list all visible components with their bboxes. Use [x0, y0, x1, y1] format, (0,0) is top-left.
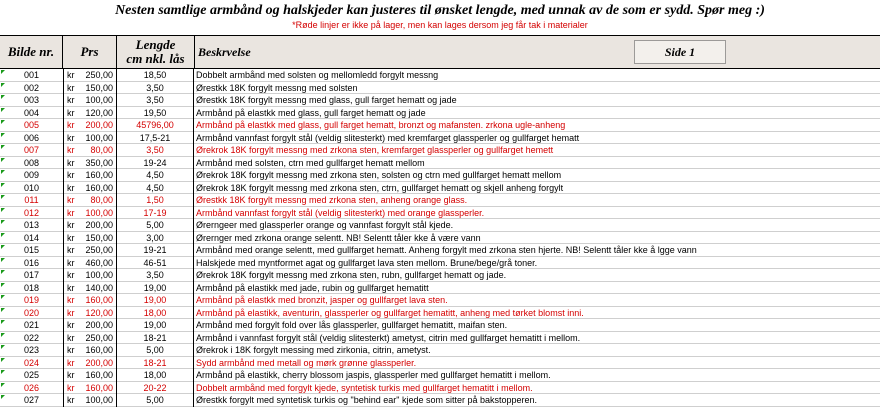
cell-bilde-nr[interactable]: 026 — [0, 382, 64, 395]
table-row[interactable] — [0, 94, 880, 107]
cell-lengde[interactable]: 46-51 — [117, 257, 194, 270]
cell-pris[interactable] — [63, 294, 117, 307]
cell-bilde-nr[interactable]: 012 — [0, 207, 64, 220]
cell-beskrivelse[interactable]: Armbånd vannfast forgylt stål (veldig slitesterkt) med kremfarget glassperler og gullfarget hematt — [196, 132, 580, 143]
currency-label: kr — [67, 82, 75, 93]
cell-beskrivelse[interactable]: Armbånd med forgylt fold over lås glassperler, gullfarget hematitt, maifan sten. — [196, 320, 508, 330]
cell-bilde-nr[interactable]: 016 — [0, 257, 64, 270]
cell-beskrivelse[interactable]: Ørestkk forgylt med syntetisk turkis og "behind ear" kjede som sitter på bakstopperen. — [196, 395, 538, 405]
cell-pris[interactable] — [63, 169, 117, 182]
cell-beskrivelse[interactable]: Armbånd på elastikk, cherry blossom jaspis, glassperler med gullfarget hematitt i mellom. — [196, 370, 551, 380]
cell-lengde[interactable]: 3,00 — [117, 232, 194, 245]
cell-pris[interactable] — [63, 369, 117, 382]
cell-bilde-nr[interactable]: 021 — [0, 319, 64, 332]
cell-beskrivelse[interactable]: Armbånd i vannfast forgylt stål (veldig slitesterkt) ametyst, citrin med gullfarget hematitt i mellom. — [196, 332, 581, 343]
cell-beskrivelse[interactable]: Armbånd med solsten, ctrn med gullfarget hematt mellom — [196, 157, 425, 168]
cell-lengde[interactable]: 20-22 — [117, 382, 194, 395]
table-row[interactable] — [0, 382, 880, 395]
table-row[interactable] — [0, 207, 880, 220]
cell-lengde[interactable]: 3,50 — [117, 94, 194, 107]
banner-note: *Røde linjer er ikke på lager, men kan lages dersom jeg får tak i materialer — [292, 20, 588, 30]
header-lengde-line2: cm nkl. lås — [126, 51, 185, 66]
currency-label: kr — [67, 320, 75, 330]
price-value: 120,00 — [85, 107, 113, 118]
table-row[interactable] — [0, 194, 880, 207]
cell-pris[interactable] — [63, 157, 117, 170]
cell-lengde[interactable]: 4,50 — [117, 182, 194, 195]
table-row[interactable] — [0, 232, 880, 245]
cell-pris[interactable] — [63, 82, 117, 95]
cell-bilde-nr[interactable]: 003 — [0, 94, 64, 107]
price-value: 160,00 — [85, 182, 113, 193]
price-value: 160,00 — [85, 170, 113, 180]
cell-beskrivelse[interactable]: Ørekrok 18K forgylt messng med zrkona sten, solsten og ctrn med gullfarget hematt mellom — [196, 170, 562, 180]
table-row[interactable] — [0, 119, 880, 132]
cell-beskrivelse[interactable]: Ørekrok 18K forgylt messng med zrkona sten, ctrn, gullfarget hematt og skjell anheng forgylt — [196, 182, 564, 193]
cell-bilde-nr[interactable]: 018 — [0, 282, 64, 295]
cell-beskrivelse[interactable]: Sydd armbånd med metall og mørk grønne glassperler. — [196, 357, 417, 368]
cell-pris[interactable] — [63, 269, 117, 282]
price-value: 150,00 — [85, 82, 113, 93]
cell-lengde[interactable]: 18,50 — [117, 69, 194, 82]
currency-label: kr — [67, 357, 75, 368]
price-value: 120,00 — [85, 307, 113, 318]
currency-label: kr — [67, 145, 75, 155]
cell-pris[interactable] — [63, 382, 117, 395]
table-row[interactable] — [0, 294, 880, 307]
cell-pris[interactable] — [63, 132, 117, 145]
table-row[interactable] — [0, 332, 880, 345]
cell-beskrivelse[interactable]: Ørestkk 18K forgylt messng med glass, gull farget hematt og jade — [196, 95, 457, 105]
cell-bilde-nr[interactable]: 008 — [0, 157, 64, 170]
cell-bilde-nr[interactable]: 004 — [0, 107, 64, 120]
cell-lengde[interactable]: 5,00 — [117, 344, 194, 357]
currency-label: kr — [67, 107, 75, 118]
cell-beskrivelse[interactable]: Armbånd med orange selentt, med gullfarget hematt. Anheng forgylt med zrkona sten hjerte. NB! Selentt tåler kke å lgge vann — [196, 245, 697, 255]
price-value: 160,00 — [85, 382, 113, 393]
price-value: 250,00 — [85, 245, 113, 255]
currency-label: kr — [67, 182, 75, 193]
cell-beskrivelse[interactable]: Ørestkk 18K forgylt messng med zrkona sten, anheng orange glass. — [196, 195, 468, 205]
cell-pris[interactable] — [63, 207, 117, 220]
cell-lengde[interactable]: 18-21 — [117, 357, 194, 370]
currency-label: kr — [67, 332, 75, 343]
cell-lengde[interactable]: 5,00 — [117, 219, 194, 232]
price-value: 80,00 — [90, 195, 113, 205]
price-value: 150,00 — [85, 232, 113, 243]
price-value: 350,00 — [85, 157, 113, 168]
cell-pris[interactable] — [63, 107, 117, 120]
currency-label: kr — [67, 157, 75, 168]
cell-bilde-nr[interactable]: 025 — [0, 369, 64, 382]
price-value: 250,00 — [85, 70, 113, 80]
info-banner — [0, 0, 880, 36]
cell-lengde[interactable]: 45796,00 — [117, 119, 194, 132]
cell-beskrivelse[interactable]: Dobbelt armbånd med solsten og mellomledd forgylt messng — [196, 70, 439, 80]
cell-lengde[interactable]: 19,00 — [117, 319, 194, 332]
cell-lengde[interactable]: 1,50 — [117, 194, 194, 207]
currency-label: kr — [67, 95, 75, 105]
currency-label: kr — [67, 170, 75, 180]
cell-pris[interactable] — [63, 282, 117, 295]
cell-lengde[interactable]: 19,00 — [117, 282, 194, 295]
side-1-button[interactable]: Side 1 — [634, 40, 726, 64]
cell-pris[interactable] — [63, 219, 117, 232]
header-beskrivelse[interactable]: Beskrvelse — [198, 45, 251, 59]
cell-beskrivelse[interactable]: Ørestkk 18K forgylt messng med solsten — [196, 82, 358, 93]
table-row[interactable] — [0, 219, 880, 232]
price-value: 160,00 — [85, 370, 113, 380]
cell-lengde[interactable]: 4,50 — [117, 169, 194, 182]
price-value: 100,00 — [85, 270, 113, 280]
cell-beskrivelse[interactable]: Armbånd på elastikk, aventurin, glassperler og gullfarget hematitt, anheng med tørket blomst inni. — [196, 307, 584, 318]
price-value: 200,00 — [85, 357, 113, 368]
currency-label: kr — [67, 232, 75, 243]
cell-lengde[interactable]: 19-21 — [117, 244, 194, 257]
currency-label: kr — [67, 120, 75, 130]
cell-lengde[interactable]: 17-19 — [117, 207, 194, 220]
cell-bilde-nr[interactable]: 022 — [0, 332, 64, 345]
price-value: 200,00 — [85, 120, 113, 130]
currency-label: kr — [67, 207, 75, 218]
cell-bilde-nr[interactable]: 005 — [0, 119, 64, 132]
table-row[interactable] — [0, 344, 880, 357]
table-row[interactable] — [0, 182, 880, 195]
currency-label: kr — [67, 345, 75, 355]
cell-pris[interactable] — [63, 332, 117, 345]
cell-bilde-nr[interactable]: 013 — [0, 219, 64, 232]
price-value: 250,00 — [85, 332, 113, 343]
cell-lengde[interactable]: 5,00 — [117, 394, 194, 407]
price-value: 460,00 — [85, 257, 113, 268]
price-value: 100,00 — [85, 95, 113, 105]
table-row[interactable] — [0, 157, 880, 170]
cell-beskrivelse[interactable]: Armbånd på elastikk med jade, rubin og gullfarget hematitt — [196, 282, 429, 293]
cell-beskrivelse[interactable]: Ørekrok 18K forgylt messng med zrkona sten, kremfarget glassperler og gullfarget hemett — [196, 145, 554, 155]
cell-pris[interactable] — [63, 394, 117, 407]
cell-bilde-nr[interactable]: 023 — [0, 344, 64, 357]
table-row[interactable] — [0, 269, 880, 282]
cell-pris[interactable] — [63, 244, 117, 257]
currency-label: kr — [67, 295, 75, 305]
table-row[interactable] — [0, 82, 880, 95]
cell-bilde-nr[interactable]: 015 — [0, 244, 64, 257]
cell-pris[interactable] — [63, 307, 117, 320]
cell-lengde[interactable]: 3,50 — [117, 144, 194, 157]
header-lengde-line1: Lengde — [135, 37, 176, 52]
cell-beskrivelse[interactable]: Dobbelt armbånd med forgylt kjede, syntetisk turkis med gullfarget hematitt i mellom. — [196, 382, 533, 393]
cell-lengde[interactable]: 19,00 — [117, 294, 194, 307]
table-row[interactable] — [0, 357, 880, 370]
table-row[interactable] — [0, 319, 880, 332]
table-row[interactable] — [0, 394, 880, 407]
cell-pris[interactable] — [63, 119, 117, 132]
price-value: 200,00 — [85, 220, 113, 230]
cell-lengde[interactable]: 3,50 — [117, 269, 194, 282]
price-value: 140,00 — [85, 282, 113, 293]
header-pris[interactable]: Prs — [63, 36, 117, 68]
cell-pris[interactable] — [63, 182, 117, 195]
cell-lengde[interactable]: 18-21 — [117, 332, 194, 345]
cell-pris[interactable] — [63, 94, 117, 107]
table-row[interactable] — [0, 144, 880, 157]
cell-pris[interactable] — [63, 144, 117, 157]
cell-lengde[interactable]: 19-24 — [117, 157, 194, 170]
table-row[interactable] — [0, 282, 880, 295]
currency-label: kr — [67, 245, 75, 255]
cell-beskrivelse[interactable]: Armbånd på elastkk med glass, gull farget hematt, bronzt og mafansten. zrkona ugle-anheng — [196, 120, 566, 130]
cell-beskrivelse[interactable]: Armbånd på elastkk med glass, gull farget hematt og jade — [196, 107, 426, 118]
cell-pris[interactable] — [63, 344, 117, 357]
table-row[interactable] — [0, 257, 880, 270]
price-value: 80,00 — [90, 145, 113, 155]
cell-bilde-nr[interactable]: 020 — [0, 307, 64, 320]
cell-lengde[interactable]: 17,5-21 — [117, 132, 194, 145]
cell-beskrivelse[interactable]: Ørekrok 18K forgylt messng med zrkona sten, rubn, gullfarget hematt og jade. — [196, 270, 507, 280]
table-row[interactable] — [0, 369, 880, 382]
cell-bilde-nr[interactable]: 019 — [0, 294, 64, 307]
cell-beskrivelse[interactable]: Armbånd vannfast forgylt stål (veldig slitesterkt) med orange glassperler. — [196, 207, 485, 218]
cell-bilde-nr[interactable]: 010 — [0, 182, 64, 195]
price-value: 100,00 — [85, 207, 113, 218]
cell-bilde-nr[interactable]: 001 — [0, 69, 64, 82]
cell-bilde-nr[interactable]: 027 — [0, 394, 64, 407]
cell-pris[interactable] — [63, 232, 117, 245]
table-row[interactable] — [0, 244, 880, 257]
currency-label: kr — [67, 370, 75, 380]
cell-bilde-nr[interactable]: 006 — [0, 132, 64, 145]
banner-title: Nesten samtlige armbånd og halskjeder kan justeres til ønsket lengde, med unnak av de som er sydd. Spør meg :) — [115, 3, 765, 18]
table-row[interactable] — [0, 107, 880, 120]
column-header-row — [0, 36, 880, 69]
currency-label: kr — [67, 395, 75, 405]
cell-pris[interactable] — [63, 194, 117, 207]
header-lengde[interactable] — [117, 36, 195, 68]
cell-bilde-nr[interactable]: 011 — [0, 194, 64, 207]
currency-label: kr — [67, 257, 75, 268]
cell-beskrivelse[interactable]: Ørekrok i 18K forgylt messing med zirkonia, citrin, ametyst. — [196, 345, 431, 355]
cell-pris[interactable] — [63, 257, 117, 270]
cell-pris[interactable] — [63, 69, 117, 82]
currency-label: kr — [67, 132, 75, 143]
cell-bilde-nr[interactable]: 002 — [0, 82, 64, 95]
currency-label: kr — [67, 195, 75, 205]
price-value: 200,00 — [85, 320, 113, 330]
currency-label: kr — [67, 282, 75, 293]
cell-beskrivelse[interactable]: Ørerngeer med glassperler orange og vannfast forgylt stål kjede. — [196, 220, 454, 230]
cell-bilde-nr[interactable]: 017 — [0, 269, 64, 282]
cell-bilde-nr[interactable]: 007 — [0, 144, 64, 157]
price-value: 160,00 — [85, 295, 113, 305]
price-value: 100,00 — [85, 132, 113, 143]
table-row[interactable] — [0, 169, 880, 182]
currency-label: kr — [67, 70, 75, 80]
cell-lengde[interactable]: 18,00 — [117, 307, 194, 320]
cell-beskrivelse[interactable]: Ørernger med zrkona orange selentt. NB! Selentt tåler kke å være vann — [196, 232, 481, 243]
table-row[interactable] — [0, 132, 880, 145]
price-value: 100,00 — [85, 395, 113, 405]
cell-pris[interactable] — [63, 319, 117, 332]
cell-beskrivelse[interactable]: Armbånd på elastkk med bronzit, jasper og gullfarget lava sten. — [196, 295, 448, 305]
currency-label: kr — [67, 270, 75, 280]
table-row[interactable] — [0, 69, 880, 82]
cell-beskrivelse[interactable]: Halskjede med myntformet agat og gullfarget lava sten mellom. Brune/bege/grå toner. — [196, 257, 538, 268]
currency-label: kr — [67, 382, 75, 393]
cell-lengde[interactable]: 3,50 — [117, 82, 194, 95]
price-value: 160,00 — [85, 345, 113, 355]
table-row[interactable] — [0, 307, 880, 320]
currency-label: kr — [67, 220, 75, 230]
header-bilde-nr[interactable]: Bilde nr. — [0, 36, 63, 68]
cell-lengde[interactable]: 19,50 — [117, 107, 194, 120]
cell-lengde[interactable]: 18,00 — [117, 369, 194, 382]
cell-pris[interactable] — [63, 357, 117, 370]
cell-bilde-nr[interactable]: 024 — [0, 357, 64, 370]
cell-bilde-nr[interactable]: 014 — [0, 232, 64, 245]
cell-bilde-nr[interactable]: 009 — [0, 169, 64, 182]
currency-label: kr — [67, 307, 75, 318]
